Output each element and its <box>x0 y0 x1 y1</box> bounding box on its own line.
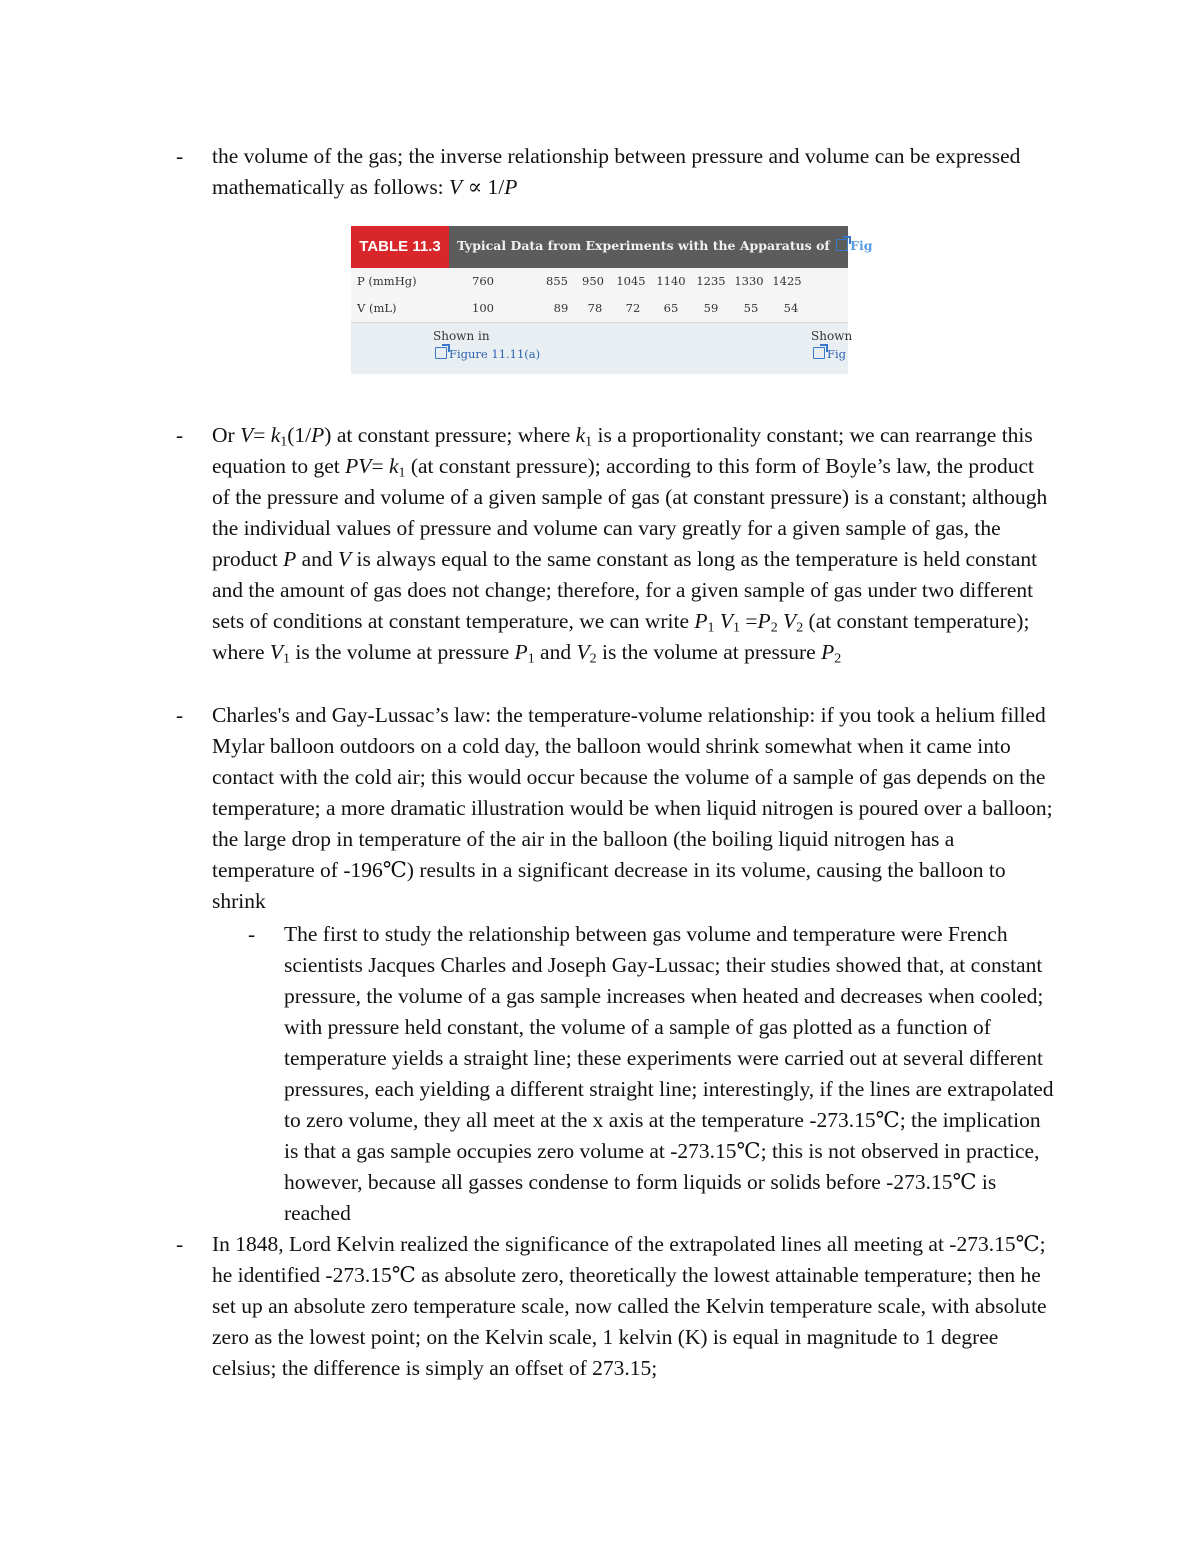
table-footer <box>351 323 853 374</box>
bullet-charles-law <box>176 700 1056 917</box>
table-cell: 100 <box>472 301 494 315</box>
table-cell: 950 <box>582 274 604 288</box>
bullet-kelvin <box>176 1229 1056 1384</box>
figure-link[interactable]: Fig <box>850 238 873 253</box>
table-cell: 72 <box>625 301 641 315</box>
bullet-dash: - <box>176 1232 184 1256</box>
table-cell: 65 <box>663 301 679 315</box>
external-link-icon <box>813 347 825 359</box>
table-cell: 1140 <box>656 274 686 288</box>
bullet-dash: - <box>176 423 184 447</box>
shown-in-note: Shown Fig <box>811 329 853 361</box>
table-cell: 55 <box>743 301 759 315</box>
bullet-text: Or $V= k_1(1/P)$ at constant pressure; where $k_1$ is a proportionality constant; we can rearrange this equation to get $PV= k_1$ (at constant pressure); according to this form of Boyle’s law, the product of the pressure and volume of a given sample of gas (at constant pressure) is a constant; although the individual values of pressure and volume can vary greatly for a given sample of gas, the product P and V is always equal to the same constant as long as the temperature is held constant and the amount of gas does not change; therefore, for a given sample of gas under two different sets of conditions at constant temperature, we can write $P_1$ $V_1 =P_2$ $V_2$ (at constant temperature); where $V_1$ is the volume at pressure $P_1$ and $V_2$ is the volume at pressure $P_2$ <box>212 423 1048 667</box>
figure-link[interactable]: Figure 11.11(a) <box>449 347 541 361</box>
row-label: V (mL) <box>357 301 397 315</box>
table-cell: 760 <box>472 274 494 288</box>
table-header <box>351 226 873 268</box>
table-cell: 78 <box>587 301 603 315</box>
table-cell: 855 <box>546 274 568 288</box>
table-cell: 1425 <box>772 274 802 288</box>
bullet-text: In 1848, Lord Kelvin realized the significance of the extrapolated lines all meeting at -273.15℃; he identified -273.15℃ as absolute zero, theoretically the lowest attainable temperature; then he set up an absolute zero temperature scale, now called the Kelvin temperature scale, with absolute zero as the lowest point; on the Kelvin scale, 1 kelvin (K) is equal in magnitude to 1 degree celsius; the difference is simply an offset of 273.15; <box>212 1232 1047 1380</box>
table-cell: 1235 <box>696 274 726 288</box>
figure-link[interactable]: Fig <box>827 347 847 361</box>
bullet-dash: - <box>176 144 184 168</box>
row-label: P (mmHg) <box>357 274 417 288</box>
data-table-image <box>351 226 873 374</box>
bullet-text: the volume of the gas; the inverse relationship between pressure and volume can be expressed mathematically as follows: V ∝ 1/P <box>212 144 1021 199</box>
bullet-dash: - <box>248 922 256 946</box>
bullet-text: Charles's and Gay-Lussac’s law: the temperature-volume relationship: if you took a helium filled Mylar balloon outdoors on a cold day, the balloon would shrink somewhat when it came into contact with the cold air; this would occur because the volume of a sample of gas depends on the temperature; a more dramatic illustration would be when liquid nitrogen is poured over a balloon; the large drop in temperature of the air in the balloon (the boiling liquid nitrogen has a temperature of -196℃) results in a significant decrease in its volume, causing the balloon to shrink <box>212 703 1053 913</box>
bullet-boyles-law <box>176 420 1056 668</box>
table-cell: 54 <box>783 301 799 315</box>
bullet-dash: - <box>176 703 184 727</box>
table-cell: 59 <box>703 301 719 315</box>
table-cell: 1330 <box>734 274 764 288</box>
table-row-volume <box>351 295 848 323</box>
table-cell: 1045 <box>616 274 646 288</box>
table-caption: Typical Data from Experiments with the Apparatus of Fig <box>457 238 873 253</box>
sub-bullet-charles-gay-lussac <box>248 919 1056 1229</box>
table-row-pressure <box>351 268 848 296</box>
bullet-text: The first to study the relationship between gas volume and temperature were French scientists Jacques Charles and Joseph Gay-Lussac; their studies showed that, at constant pressure, the volume of a gas sample increases when heated and decreases when cooled; with pressure held constant, the volume of a sample of gas plotted as a function of temperature yields a straight line; these experiments were carried out at several different pressures, each yielding a different straight line; interestingly, if the lines are extrapolated to zero volume, they all meet at the x axis at the temperature -273.15℃; the implication is that a gas sample occupies zero volume at -273.15℃; this is not observed in practice, however, because all gasses condense to form liquids or solids before -273.15℃ is reached <box>284 922 1054 1225</box>
external-link-icon <box>435 347 447 359</box>
table-badge: TABLE 11.3 <box>351 226 449 268</box>
external-link-icon <box>836 239 848 251</box>
bullet-inverse-relationship <box>176 141 1056 203</box>
table-cell: 89 <box>553 301 569 315</box>
shown-in-note: Shown in Figure 11.11(a) <box>433 329 541 361</box>
